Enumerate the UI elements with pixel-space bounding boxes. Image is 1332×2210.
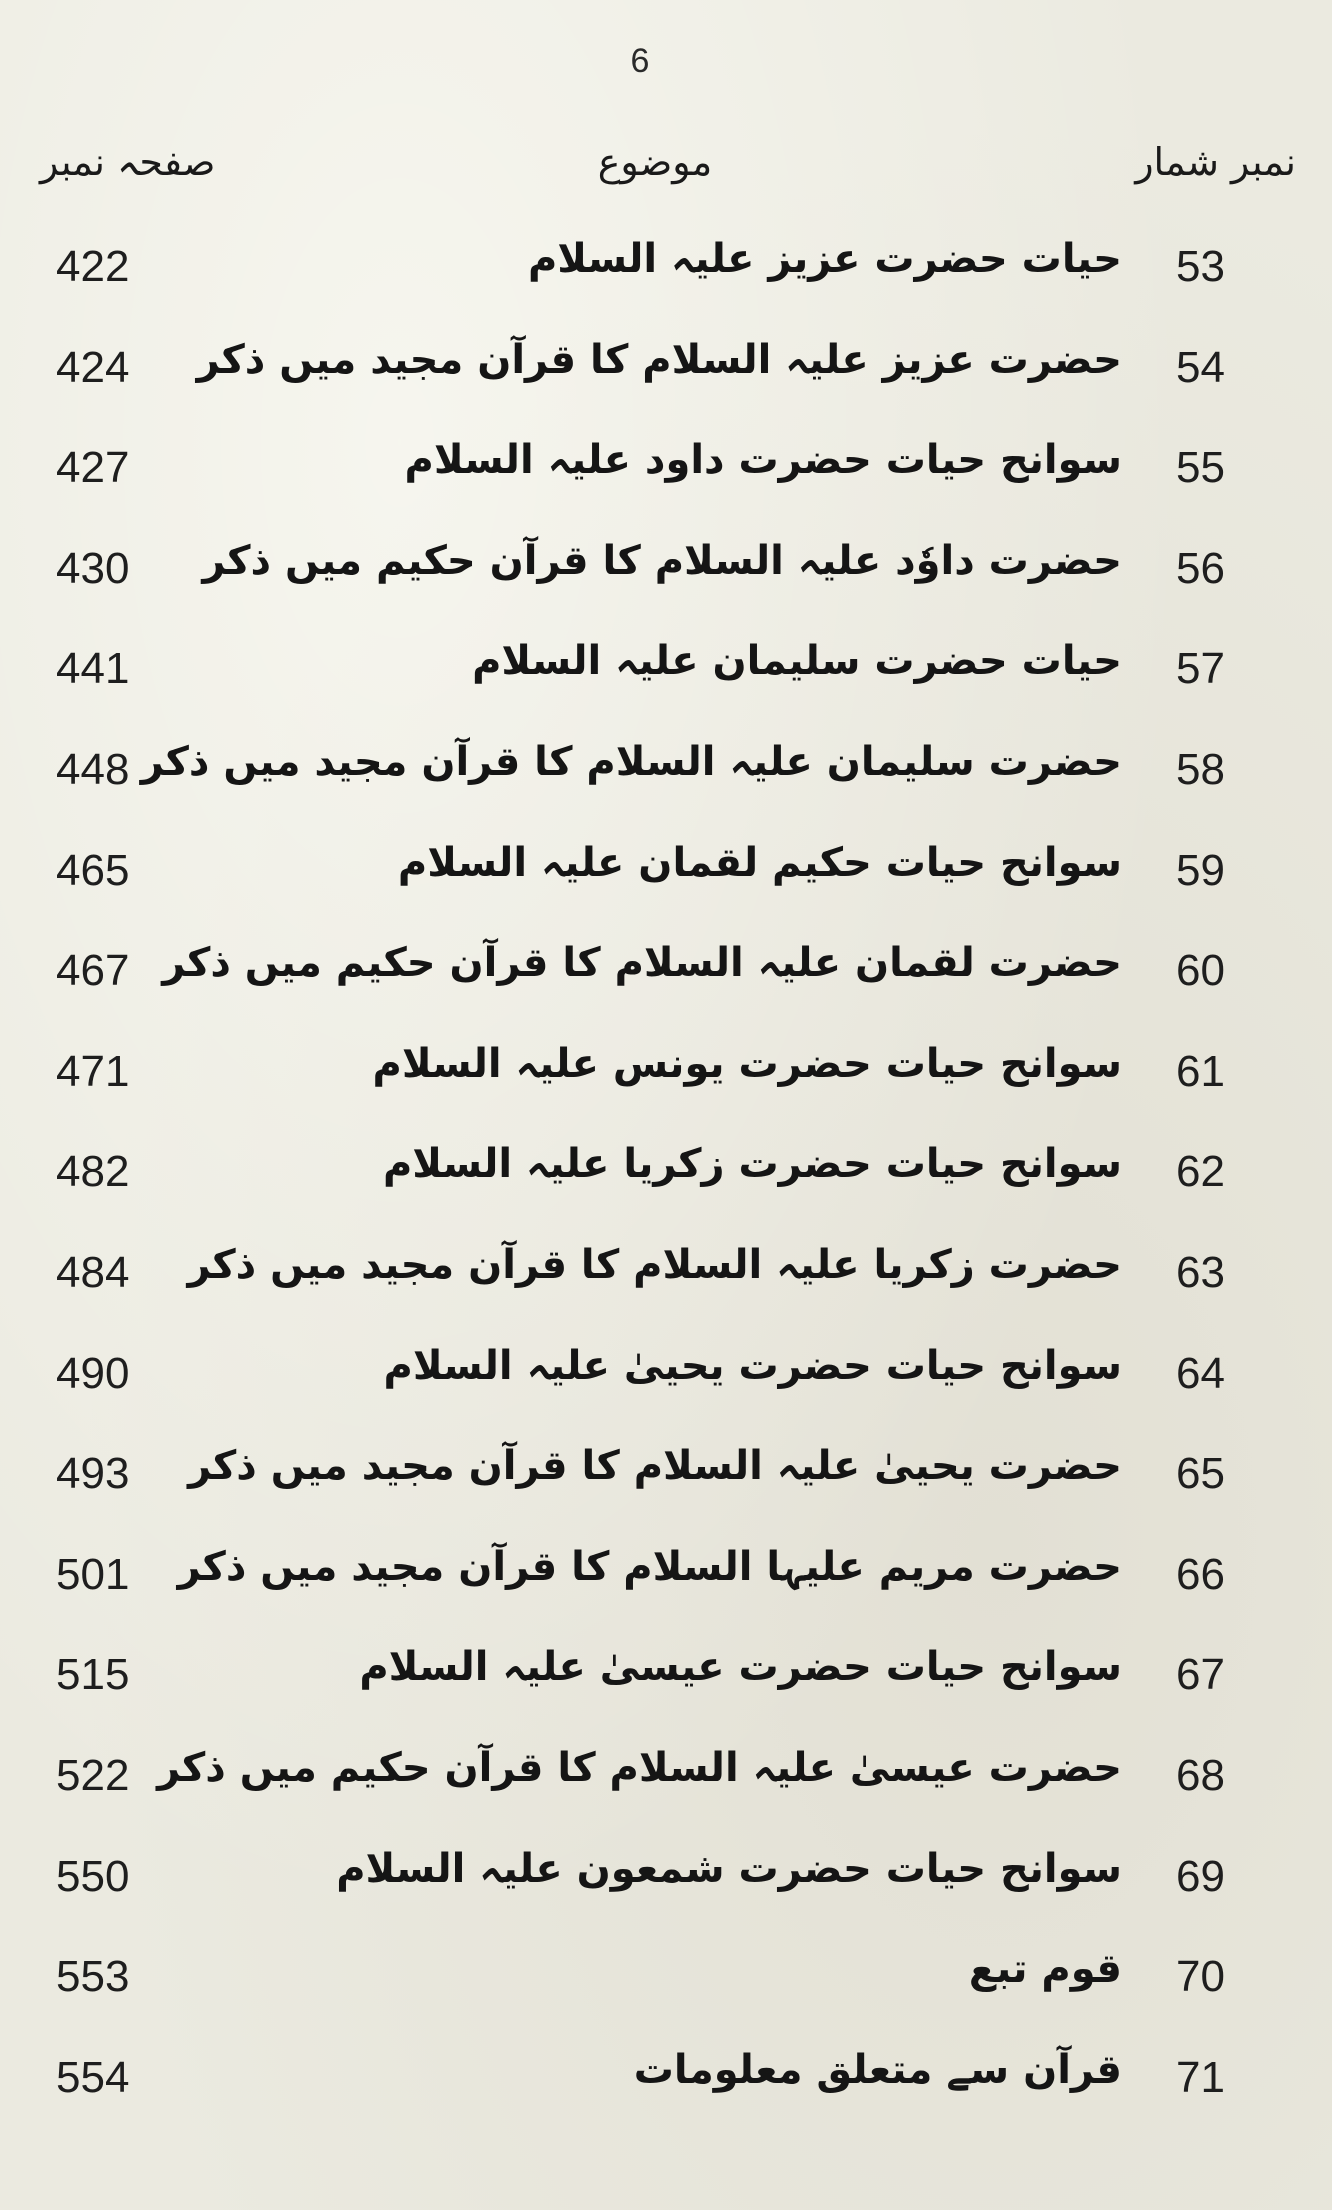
entry-number: 61: [1176, 1046, 1225, 1096]
contents-row: [0, 2043, 1332, 2144]
contents-row: [0, 1540, 1332, 1641]
entry-number: 57: [1176, 644, 1225, 694]
entry-number: 69: [1176, 1851, 1225, 1901]
contents-list: [0, 232, 1332, 2143]
contents-row: [0, 634, 1332, 735]
entry-page: 550: [56, 1851, 130, 1901]
entry-title: سوانح حیات حضرت زکریا علیہ السلام: [382, 1141, 1122, 1188]
entry-page: 493: [56, 1449, 130, 1499]
entry-number: 66: [1176, 1549, 1225, 1599]
entry-title: حضرت عزیز علیہ السلام کا قرآن مجید میں ذکر: [196, 336, 1122, 383]
contents-row: [0, 1741, 1332, 1842]
entry-title: حضرت عیسیٰ علیہ السلام کا قرآن حکیم میں ذکر: [157, 1744, 1122, 1791]
page-number: 6: [630, 42, 650, 80]
entry-number: 60: [1176, 946, 1225, 996]
entry-title: سوانح حیات حضرت یونس علیہ السلام: [372, 1040, 1122, 1087]
contents-row: [0, 534, 1332, 635]
entry-title: حیات حضرت عزیز علیہ السلام: [527, 236, 1122, 282]
entry-title: سوانح حیات حضرت عیسیٰ علیہ السلام: [359, 1644, 1122, 1691]
entry-title: حضرت یحییٰ علیہ السلام کا قرآن مجید میں ذکر: [188, 1443, 1122, 1490]
entry-title: سوانح حیات حضرت شمعون علیہ السلام: [336, 1845, 1122, 1892]
entry-number: 54: [1176, 342, 1225, 392]
entry-number: 71: [1176, 2052, 1225, 2102]
contents-row: [0, 1339, 1332, 1440]
contents-row: [0, 1037, 1332, 1138]
table-header: [0, 140, 1332, 210]
entry-number: 58: [1176, 744, 1225, 794]
entry-page: 465: [56, 845, 130, 895]
entry-title: حضرت مریم علیہا السلام کا قرآن مجید میں ذکر: [177, 1543, 1122, 1590]
entry-title: حضرت لقمان علیہ السلام کا قرآن حکیم میں ذکر: [162, 940, 1122, 987]
entry-page: 427: [56, 443, 130, 493]
header-page-number: صفحہ نمبر: [40, 140, 216, 184]
header-topic: موضوع: [597, 140, 713, 184]
contents-row: [0, 333, 1332, 434]
contents-row: [0, 1842, 1332, 1943]
entry-number: 63: [1176, 1247, 1225, 1297]
entry-page: 515: [56, 1650, 130, 1700]
entry-number: 59: [1176, 845, 1225, 895]
entry-title: حضرت داوٗد علیہ السلام کا قرآن حکیم میں ذکر: [202, 537, 1122, 584]
entry-page: 553: [56, 1952, 130, 2002]
contents-row: [0, 836, 1332, 937]
contents-row: [0, 1942, 1332, 2043]
entry-page: 501: [56, 1549, 130, 1599]
entry-number: 68: [1176, 1750, 1225, 1800]
entry-number: 56: [1176, 543, 1225, 593]
contents-row: [0, 1439, 1332, 1540]
entry-title: سوانح حیات حضرت داود علیہ السلام: [404, 437, 1122, 484]
entry-title: قرآن سے متعلق معلومات: [633, 2046, 1122, 2093]
entry-page: 424: [56, 342, 130, 392]
entry-number: 70: [1176, 1952, 1225, 2002]
contents-row: [0, 232, 1332, 333]
entry-title: سوانح حیات حضرت یحییٰ علیہ السلام: [383, 1342, 1122, 1389]
entry-page: 484: [56, 1247, 130, 1297]
entry-page: 554: [56, 2052, 130, 2102]
entry-title: سوانح حیات حکیم لقمان علیہ السلام: [397, 839, 1122, 886]
entry-title: حضرت سلیمان علیہ السلام کا قرآن مجید میں ذکر: [140, 738, 1122, 785]
entry-page: 471: [56, 1046, 130, 1096]
entry-title: حضرت زکریا علیہ السلام کا قرآن مجید میں ذکر: [187, 1241, 1122, 1288]
header-serial-number: نمبر شمار: [1135, 140, 1296, 184]
entry-number: 62: [1176, 1147, 1225, 1197]
contents-row: [0, 1640, 1332, 1741]
entry-page: 430: [56, 543, 130, 593]
contents-row: [0, 1238, 1332, 1339]
entry-title: قوم تبع: [968, 1946, 1122, 1993]
contents-row: [0, 936, 1332, 1037]
contents-row: [0, 735, 1332, 836]
entry-number: 64: [1176, 1348, 1225, 1398]
entry-page: 467: [56, 946, 130, 996]
entry-number: 65: [1176, 1449, 1225, 1499]
entry-page: 441: [56, 644, 130, 694]
contents-row: [0, 433, 1332, 534]
entry-page: 422: [56, 242, 130, 291]
entry-number: 53: [1176, 242, 1225, 291]
entry-page: 522: [56, 1750, 130, 1800]
entry-number: 55: [1176, 443, 1225, 493]
entry-page: 448: [56, 744, 130, 794]
entry-page: 490: [56, 1348, 130, 1398]
contents-row: [0, 1137, 1332, 1238]
entry-page: 482: [56, 1147, 130, 1197]
entry-number: 67: [1176, 1650, 1225, 1700]
entry-title: حیات حضرت سلیمان علیہ السلام: [472, 638, 1122, 685]
